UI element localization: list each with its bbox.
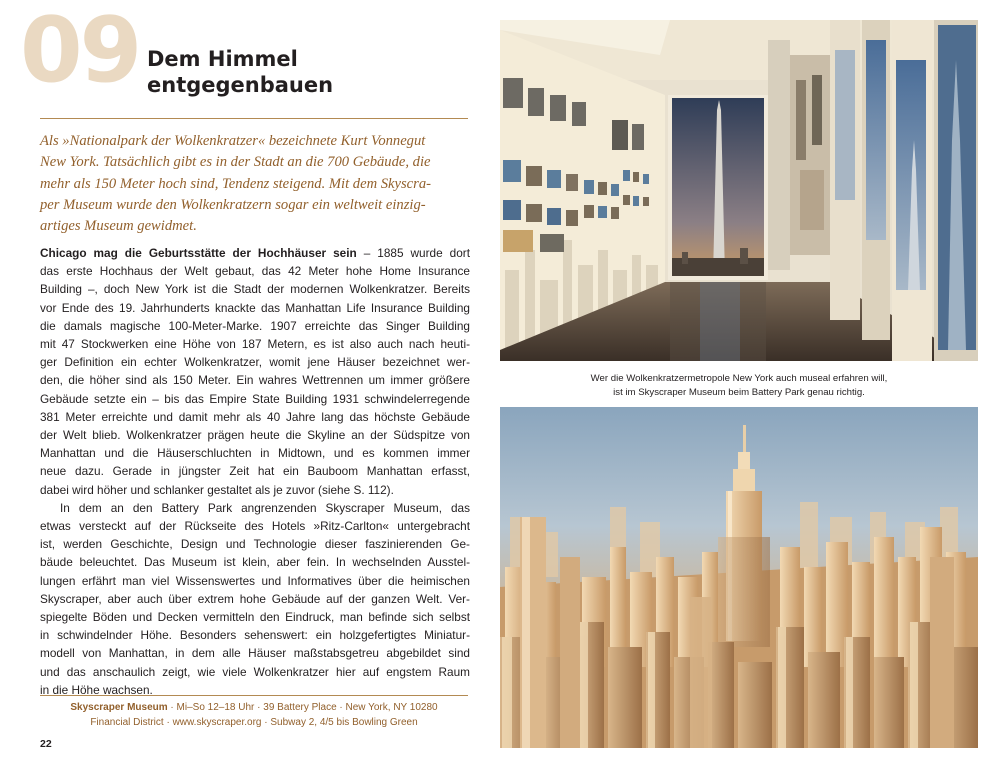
body-line: in die Höhe wachsen. xyxy=(40,682,153,697)
bottom-divider xyxy=(40,695,468,696)
body-line: das erste Hochhaus der Welt gebaut, das 42 Meter hohe Home Insurance xyxy=(40,264,470,279)
intro-line: artiges Museum gewidmet. xyxy=(40,218,197,235)
page-number: 22 xyxy=(40,738,52,750)
body-line: 381 Meter erreichte und damit mehr als 40 Jahre lang das höchste Gebäude xyxy=(40,409,470,424)
caption-line-2: ist im Skyscraper Museum beim Battery Park genau richtig. xyxy=(613,386,865,398)
museum-name: Skyscraper Museum xyxy=(70,702,168,713)
body-line: mit 47 Stockwerken eine Höhe von 187 Metern, es ist also auch nach heuti- xyxy=(40,337,470,352)
body-line: der Welt blieb. Wolkenkratzer prägen heute die Skyline an der Südspitze von xyxy=(40,428,470,443)
body-text xyxy=(40,244,470,699)
museum-info-line-1 xyxy=(40,701,468,716)
body-line: und das anschaulich zeigt, wie viele Wolkenkratzer hier auf engstem Raum xyxy=(40,664,470,679)
intro-line: per Museum wurde den Wolkenkratzern sogar ein weltweit einzig- xyxy=(40,196,426,213)
photo-caption xyxy=(500,372,978,399)
body-line: neue dazu. Gerade in jüngster Zeit hat ein Bauboom Manhattan erfasst, xyxy=(40,464,470,479)
body-line: dabei wird höher und schlanker gestaltet als je zuvor (siehe S. 112). xyxy=(40,482,394,497)
top-divider xyxy=(40,118,468,119)
museum-hours-address: · Mi–So 12–18 Uhr · 39 Battery Place · New York, NY 10280 xyxy=(167,702,438,713)
museum-info-line-2: Financial District · www.skyscraper.org · Subway 2, 4/5 bis Bowling Green xyxy=(90,716,418,728)
body-line: Gebäude setzte ein – bis das Empire State Building 1931 schwindelerregende xyxy=(40,391,470,406)
body-line: ger Definition ein echter Wolkenkratzer, womit jene Häuser bezeichnet wer- xyxy=(40,355,470,370)
body-line: ist, werden Geschichte, Design und Technologie dieser faszinierenden Ge- xyxy=(40,537,470,552)
body-line: den, die höher sind als 150 Meter. Ein wahres Wettrennen um immer größere xyxy=(40,373,470,388)
lead-in-rest: – 1885 wurde dort xyxy=(356,246,471,260)
chapter-number: 09 xyxy=(20,0,140,103)
body-line: etwas versteckt auf der Rückseite des Hotels »Ritz-Carlton« untergebracht xyxy=(40,519,470,534)
left-page xyxy=(0,0,480,770)
museum-interior-photo xyxy=(500,20,978,361)
chapter-title xyxy=(147,46,467,98)
museum-interior-illustration xyxy=(500,20,978,361)
body-line: In dem an den Battery Park angrenzenden Skyscraper Museum, das xyxy=(60,500,470,515)
body-line: Skyscraper, aber auch über extrem hohe Gebäude auf der ganzen Welt. Ver- xyxy=(40,591,470,606)
intro-line: mehr als 150 Meter hoch sind, Tendenz steigend. Mit dem Skyscra- xyxy=(40,175,431,192)
body-line xyxy=(40,244,470,262)
intro-line: Als »Nationalpark der Wolkenkratzer« bezeichnete Kurt Vonnegut xyxy=(40,133,426,149)
museum-info-box xyxy=(40,701,468,730)
body-line: in schwindelnder Höhe. Besonders sehenswert: ein holzgefertigtes Miniatur- xyxy=(40,628,470,643)
body-line: Manhattan und die Häuserschluchten in Midtown, und es kommen immer xyxy=(40,446,470,461)
body-line: die damals magische 100-Meter-Marke. 1907 erreichte das Singer Building xyxy=(40,318,470,333)
body-line: spiegelte Böden und Decken vermitteln den Eindruck, man befinde sich selbst xyxy=(40,610,470,625)
body-line: modell von Manhattan, in dem alle Häuser maßstabsgetreu abgebildet sind xyxy=(40,646,470,661)
manhattan-model-photo xyxy=(500,407,978,748)
body-line: bäude beleuchtet. Das Museum ist klein, aber fein. In wechselnden Ausstel- xyxy=(40,555,470,570)
lead-in-bold: Chicago mag die Geburtsstätte der Hochhäuser sein xyxy=(40,246,357,260)
chapter-title-line-2: entgegenbauen xyxy=(147,73,334,97)
body-line: Building –, doch New York ist die Stadt der modernen Wolkenkratzer. Bereits xyxy=(40,282,470,297)
intro-paragraph xyxy=(40,131,470,237)
intro-line: New York. Tatsächlich gibt es in der Stadt an die 700 Gebäude, die xyxy=(40,154,431,171)
body-line: lungen erfährt man viel Wissenswertes und Informatives über die heimischen xyxy=(40,573,470,588)
wooden-manhattan-model-illustration xyxy=(500,407,978,748)
body-line: vor Ende des 19. Jahrhunderts knackte das Manhattan Life Insurance Building xyxy=(40,300,470,315)
caption-line-1: Wer die Wolkenkratzermetropole New York auch museal erfahren will, xyxy=(590,373,888,384)
chapter-title-line-1: Dem Himmel xyxy=(147,47,298,71)
